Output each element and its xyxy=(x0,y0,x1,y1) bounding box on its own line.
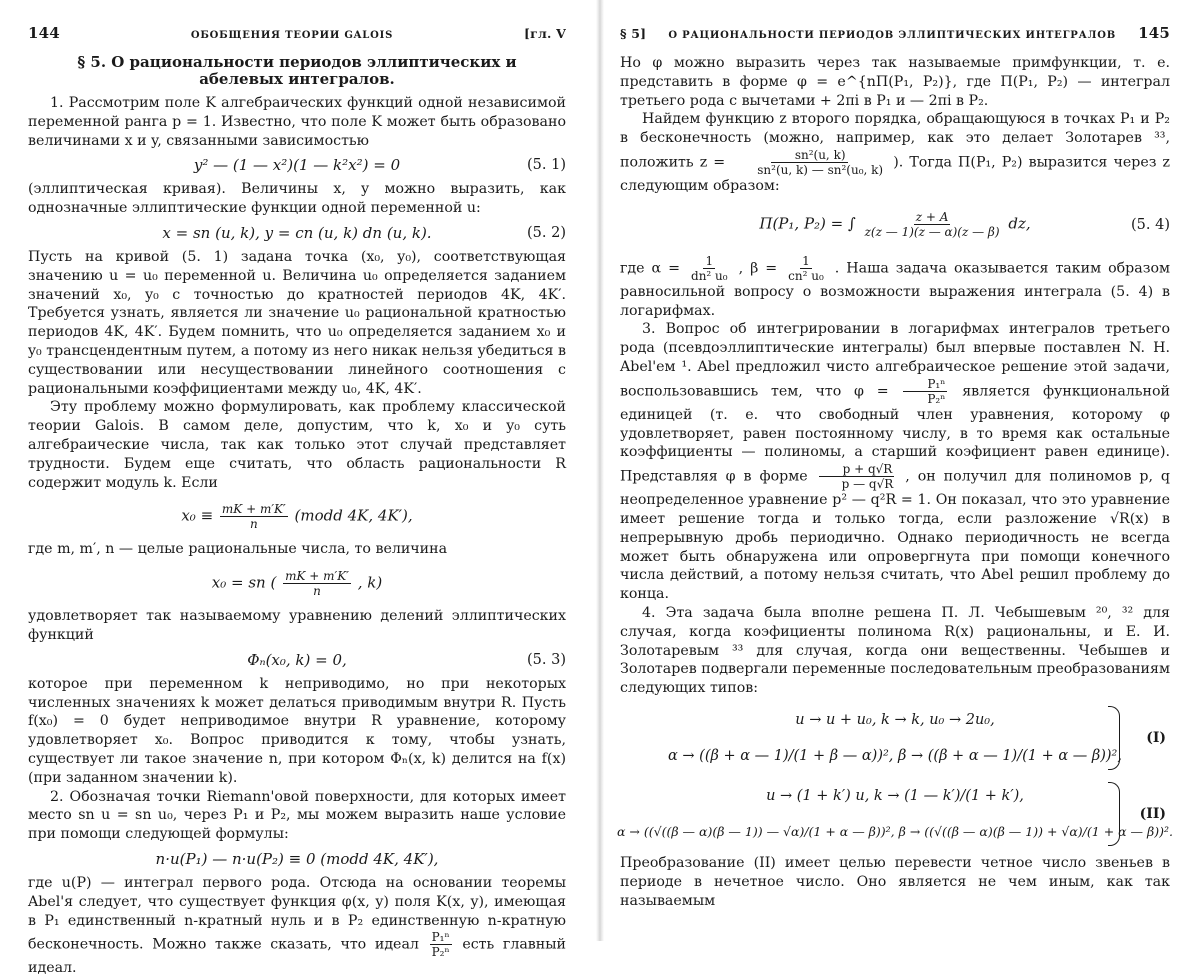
left-paragraph-9 xyxy=(28,874,566,978)
phi-form-denominator: p — q√R xyxy=(841,477,894,492)
formula-abel-condition xyxy=(28,847,566,871)
formula-5-4-body xyxy=(759,210,1030,239)
left-page-number: 144 xyxy=(28,24,60,42)
left-paragraph-1: 1. Рассмотрим поле K алгебраических функций одной независимой переменной ранга p = 1. Известно, что поле K может быть образовано величинами x и y, связанными зависимостью xyxy=(28,95,566,149)
right-paragraph-2-end: ). Тогда Π(P₁, P₂) выразится через z следующим образом: xyxy=(620,154,1171,194)
beta-denominator: cn² u₀ xyxy=(788,268,824,283)
formula-sn-body xyxy=(212,569,382,598)
beta-fraction xyxy=(786,254,826,283)
formula-5-1-body: y² — (1 — x²)(1 — k²x²) = 0 xyxy=(193,156,401,175)
right-paragraph-4-end: , он получил для полиномов p, q неопределенное уравнение p² — q²R = 1. Он показал, что это уравнение имеет решение тогда и только тогда, если разложение √R(x) в непрерывную дробь периодично. Однако периодичность не всегда может быть обнаружена или опровергнута при помощи конечного числа действий, а потому нельзя считать, что Abel решил проблему до конца. xyxy=(620,468,1171,603)
transformation-1-brace xyxy=(1108,706,1120,770)
right-paragraph-4 xyxy=(620,320,1170,604)
formula-5-1-number: (5. 1) xyxy=(527,157,566,174)
left-paragraph-8: 2. Обозначая точки Riemann'овой поверхности, для которых имеет место sn u = sn u₀, через P₁ и P₂, мы можем выразить наше условие при помощи следующей формулы: xyxy=(28,788,566,843)
right-paragraph-5: 4. Эта задача была вполне решена П. Л. Чебышевым ²⁰, ³² для случая, когда коэфициенты полинома R(x) рациональны, и Е. И. Золотаревым ³³ для случая, когда они вещественны. Чебышев и Золотарев подвергали переменные последовательным преобразованиям следующих типов: xyxy=(620,604,1170,697)
right-page-number: 145 xyxy=(1138,24,1170,42)
formula-congruence-fraction xyxy=(220,502,288,531)
formula-5-2-number: (5. 2) xyxy=(527,224,566,241)
transformation-2-line-2: α → ((√((β — α)(β — 1)) — √α)/(1 + α — β))², β → ((√((β — α)(β — 1)) + √α)/(1 + α — β))². xyxy=(617,824,1173,840)
right-paragraph-3-mid: , β = xyxy=(738,260,778,277)
formula-5-4-number: (5. 4) xyxy=(1131,216,1170,233)
ideal-numerator: P₁ⁿ xyxy=(431,930,450,945)
left-paragraph-7: которое при переменном k неприводимо, но при некоторых численных значениях k может делаться приводимым внутри R. Пусть f(x₀) = 0 будет неприводимое внутри R уравнение, которому удовлетворяет x₀. Вопрос приводится к тому, чтобы узнать, существует ли такое значение n, при котором Φₙ(x, k) делится на f(x) (при заданном значении k). xyxy=(28,675,566,786)
phi-form-numerator: p + q√R xyxy=(819,462,895,477)
alpha-fraction xyxy=(689,254,730,283)
left-paragraph-3: Пусть на кривой (5. 1) задана точка (x₀, y₀), соответствующая значению u = u₀ переменной u. Величина u₀ определяется заданием значений x₀, y₀ с точностью до кратностей периодов 4K, 4K′. Требуется узнать, является ли значение u₀ рациональной кратностью периодов 4K, 4K′. Будем помнить, что u₀ определяется заданием x₀ и y₀ трансцендентным путем, а потому из него никак нельзя убедиться в существовании или несуществовании линейного соотношения с рациональными коэффициентами между u₀, 4K, 4K′. xyxy=(28,248,566,397)
left-running-title: ОБОБЩЕНИЯ ТЕОРИИ GALOIS xyxy=(190,30,394,41)
right-page xyxy=(600,0,1200,941)
formula-5-4-numerator: z + A xyxy=(915,210,949,225)
right-paragraph-3 xyxy=(620,254,1170,321)
phi-form-fraction xyxy=(818,462,896,491)
formula-congruence-left: x₀ ≡ xyxy=(181,506,214,525)
left-paragraph-2: (эллиптическая кривая). Величины x, y можно выразить, как однозначные эллиптические функции одной переменной u: xyxy=(28,181,566,217)
ideal-fraction xyxy=(430,930,452,959)
section-title: § 5. О рациональности периодов эллиптических и абелевых интегралов. xyxy=(77,53,517,88)
formula-5-4 xyxy=(620,199,1170,251)
transformation-1-label: (I) xyxy=(1146,729,1166,746)
z-numerator: sn²(u, k) xyxy=(771,148,848,163)
left-paragraph-4: Эту проблему можно формулировать, как проблему классической теории Galois. В самом деле, допустим, что k, x₀ и y₀ суть алгебраические числа, так как только этот случай представляет трудности. Будем еще считать, что область рациональности R содержит модуль k. Если xyxy=(28,399,566,491)
left-chapter-mark: [гл. V xyxy=(523,26,566,41)
left-running-head xyxy=(28,24,566,40)
formula-5-3-number: (5. 3) xyxy=(527,651,566,668)
transformation-2-label: (II) xyxy=(1139,805,1166,822)
left-paragraph-9-text: где u(P) — интеграл первого рода. Отсюда на основании теоремы Abel'я следует, что существует функция φ(x, y) поля K(x, y), имеющая в P₁ единственный n-кратный нуль и в P₂ единственную n-кратную бесконечность. Можно также сказать, что идеал xyxy=(28,874,566,953)
formula-sn-numerator: mK + m′K′ xyxy=(285,568,349,583)
right-section-mark: § 5] xyxy=(620,26,647,41)
unit-denominator: P₂ⁿ xyxy=(927,391,946,406)
transformation-2-brace xyxy=(1108,782,1120,846)
unit-fraction xyxy=(903,377,947,406)
formula-5-4-denominator: z(z — 1)(z — α)(z — β) xyxy=(864,225,1000,240)
transformation-group-2 xyxy=(617,778,1173,850)
alpha-numerator: 1 xyxy=(705,253,714,268)
formula-5-4-right: dz, xyxy=(1008,214,1031,233)
transformation-group-1 xyxy=(620,702,1170,774)
right-paragraph-4-text: 3. Вопрос об интегрировании в логарифмах интегралов третьего рода (псевдоэллиптические интегралы) был впервые поставлен N. H. Abel'ем ¹. Abel предложил чисто алгебраическое решение этой задачи, воспользовавшись тем, что φ = xyxy=(620,321,1170,400)
formula-5-2 xyxy=(28,221,566,245)
z-fraction xyxy=(733,148,885,177)
transformation-1-line-2: α → ((β + α — 1)/(1 + β — α))², β → ((β + α — 1)/(1 + α — β))², xyxy=(668,747,1122,764)
formula-sn-fraction xyxy=(283,569,351,598)
formula-congruence-denominator: n xyxy=(249,516,258,531)
formula-sn-right: , k) xyxy=(357,573,383,592)
formula-5-2-body: x = sn (u, k), y = cn (u, k) dn (u, k). xyxy=(162,223,432,242)
formula-5-3 xyxy=(28,648,566,672)
left-paragraph-9-end: есть главный идеал. xyxy=(28,936,566,977)
right-running-head xyxy=(620,24,1170,40)
left-paragraph-6: удовлетворяет так называемому уравнению делений эллиптических функций xyxy=(28,608,566,643)
right-paragraph-4-mid: является функциональной единицей (т. е. что свободный член уравнения, которому φ удовлетворяет, равен постоянному числу, в то время как остальные коэффициенты — полиномы, а старший коэфициент равен единице). Представляя φ в форме xyxy=(620,383,1170,485)
transformation-1-line-1: u → u + u₀, k → k, u₀ → 2u₀, xyxy=(795,711,995,728)
left-page xyxy=(0,0,600,977)
right-running-title: О РАЦИОНАЛЬНОСТИ ПЕРИОДОВ ЭЛЛИПТИЧЕСКИХ ИНТЕГРАЛОВ xyxy=(668,30,1116,41)
formula-congruence-body xyxy=(181,502,412,531)
formula-5-3-body: Φₙ(x₀, k) = 0, xyxy=(247,650,347,669)
z-denominator: sn²(u, k) — sn²(u₀, k) xyxy=(757,162,884,177)
formula-congruence-right: (modd 4K, 4K′), xyxy=(294,506,413,525)
formula-sn-denominator: n xyxy=(313,583,321,598)
ideal-denominator: P₂ⁿ xyxy=(431,945,450,960)
formula-sn xyxy=(28,562,566,604)
formula-congruence xyxy=(28,495,566,537)
transformation-2-line-1: u → (1 + k′) u, k → (1 — k′)/(1 + k′), xyxy=(766,787,1024,804)
formula-5-4-fraction xyxy=(863,210,1002,239)
right-paragraph-6: Преобразование (II) имеет целью перевести четное число звеньев в периоде в нечетное число. Оно является не чем иным, как так называемым xyxy=(620,854,1170,909)
right-paragraph-2 xyxy=(620,110,1170,195)
formula-abel-condition-body: n·u(P₁) — n·u(P₂) ≡ 0 (modd 4K, 4K′), xyxy=(155,849,439,868)
beta-numerator: 1 xyxy=(802,253,810,268)
formula-5-1 xyxy=(28,153,566,177)
right-paragraph-3-text: где α = xyxy=(620,260,681,277)
alpha-denominator: dn² u₀ xyxy=(691,268,728,283)
formula-sn-left: x₀ = sn ( xyxy=(211,573,277,592)
right-paragraph-1: Но φ можно выразить через так называемые примфункции, т. е. представить в форме φ = e^{nΠ(P₁, P₂)}, где Π(P₁, P₂) — интеграл третьего рода с вычетами + 2πi в P₁ и — 2πi в P₂. xyxy=(620,55,1170,109)
right-paragraph-3-end: . Наша задача оказывается таким образом равносильной вопросу о возможности выражения интеграла (5. 4) в логарифмах. xyxy=(620,260,1171,319)
right-paragraph-2-text: Найдем функцию z второго порядка, обращающуюся в точках P₁ и P₂ в бесконечность (можно, например, как это делает Золотарев ³³, положить z = xyxy=(620,111,1170,171)
unit-numerator: P₁ⁿ xyxy=(903,377,947,392)
left-paragraph-5: где m, m′, n — целые рациональные числа, то величина xyxy=(28,541,448,558)
formula-5-4-left: Π(P₁, P₂) = ∫ xyxy=(759,214,856,233)
formula-congruence-numerator: mK + m′K′ xyxy=(221,501,286,516)
